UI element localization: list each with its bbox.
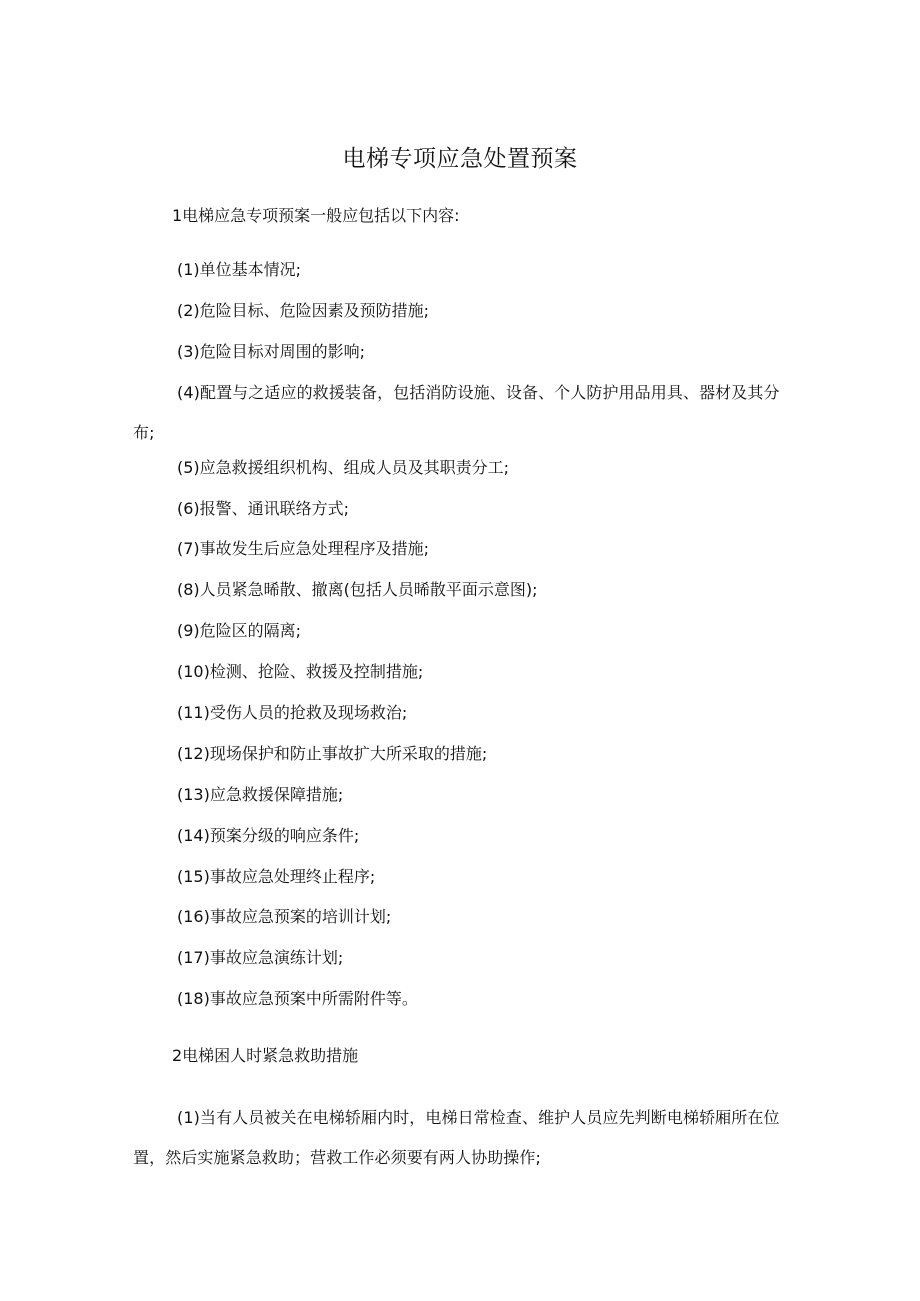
rescue-step-1: (1)当有人员被关在电梯轿厢内时，电梯日常检查、维护人员应先判断电梯轿厢所在位置，然后实施紧急救助；营救工作必须要有两人协助操作;	[133, 1108, 780, 1167]
list-item-6: (6)报警、通讯联络方式;	[177, 498, 350, 518]
list-item-8: (8)人员紧急晞散、撤离(包括人员晞散平面示意图);	[177, 580, 538, 600]
list-item-1: (1)单位基本情况;	[177, 260, 302, 279]
section-1-list	[133, 257, 793, 1027]
list-item-2: (2)危险目标、危险因素及预防措施;	[177, 300, 430, 320]
list-item-15: (15)事故应急处理终止程序;	[177, 866, 376, 886]
list-item-14: (14)预案分级的响应条件;	[177, 825, 360, 845]
list-item-3: (3)危险目标对周围的影响;	[177, 341, 366, 361]
section-2-list	[133, 1105, 793, 1180]
list-item-5: (5)应急救援组织机构、组成人员及其职责分工;	[177, 457, 510, 477]
list-item-7: (7)事故发生后应急处理程序及措施;	[177, 539, 430, 559]
list-item-16: (16)事故应急预案的培训计划;	[177, 907, 392, 927]
list-item-10: (10)检测、抢险、救援及控制措施;	[177, 662, 424, 682]
list-item-13: (13)应急救援保障措施;	[177, 784, 344, 804]
list-item-17: (17)事故应急演练计划;	[177, 948, 344, 968]
list-item-12: (12)现场保护和防止事故扩大所采取的措施;	[177, 743, 488, 763]
list-item-18: (18)事故应急预案中所需附件等。	[177, 989, 418, 1009]
section-1-heading: 1电梯应急专项预案一般应包括以下内容:	[172, 206, 460, 225]
list-item-4: (4)配置与之适应的救援装备，包括消防设施、设备、个人防护用品用具、器材及其分布;	[133, 382, 780, 442]
document-title: 电梯专项应急处置预案	[342, 146, 578, 172]
list-item-9: (9)危险区的隔离;	[177, 621, 302, 641]
list-item-11: (11)受伤人员的抢救及现场救治;	[177, 703, 408, 723]
section-2-heading: 2电梯困人时紧急救助措施	[172, 1046, 359, 1065]
